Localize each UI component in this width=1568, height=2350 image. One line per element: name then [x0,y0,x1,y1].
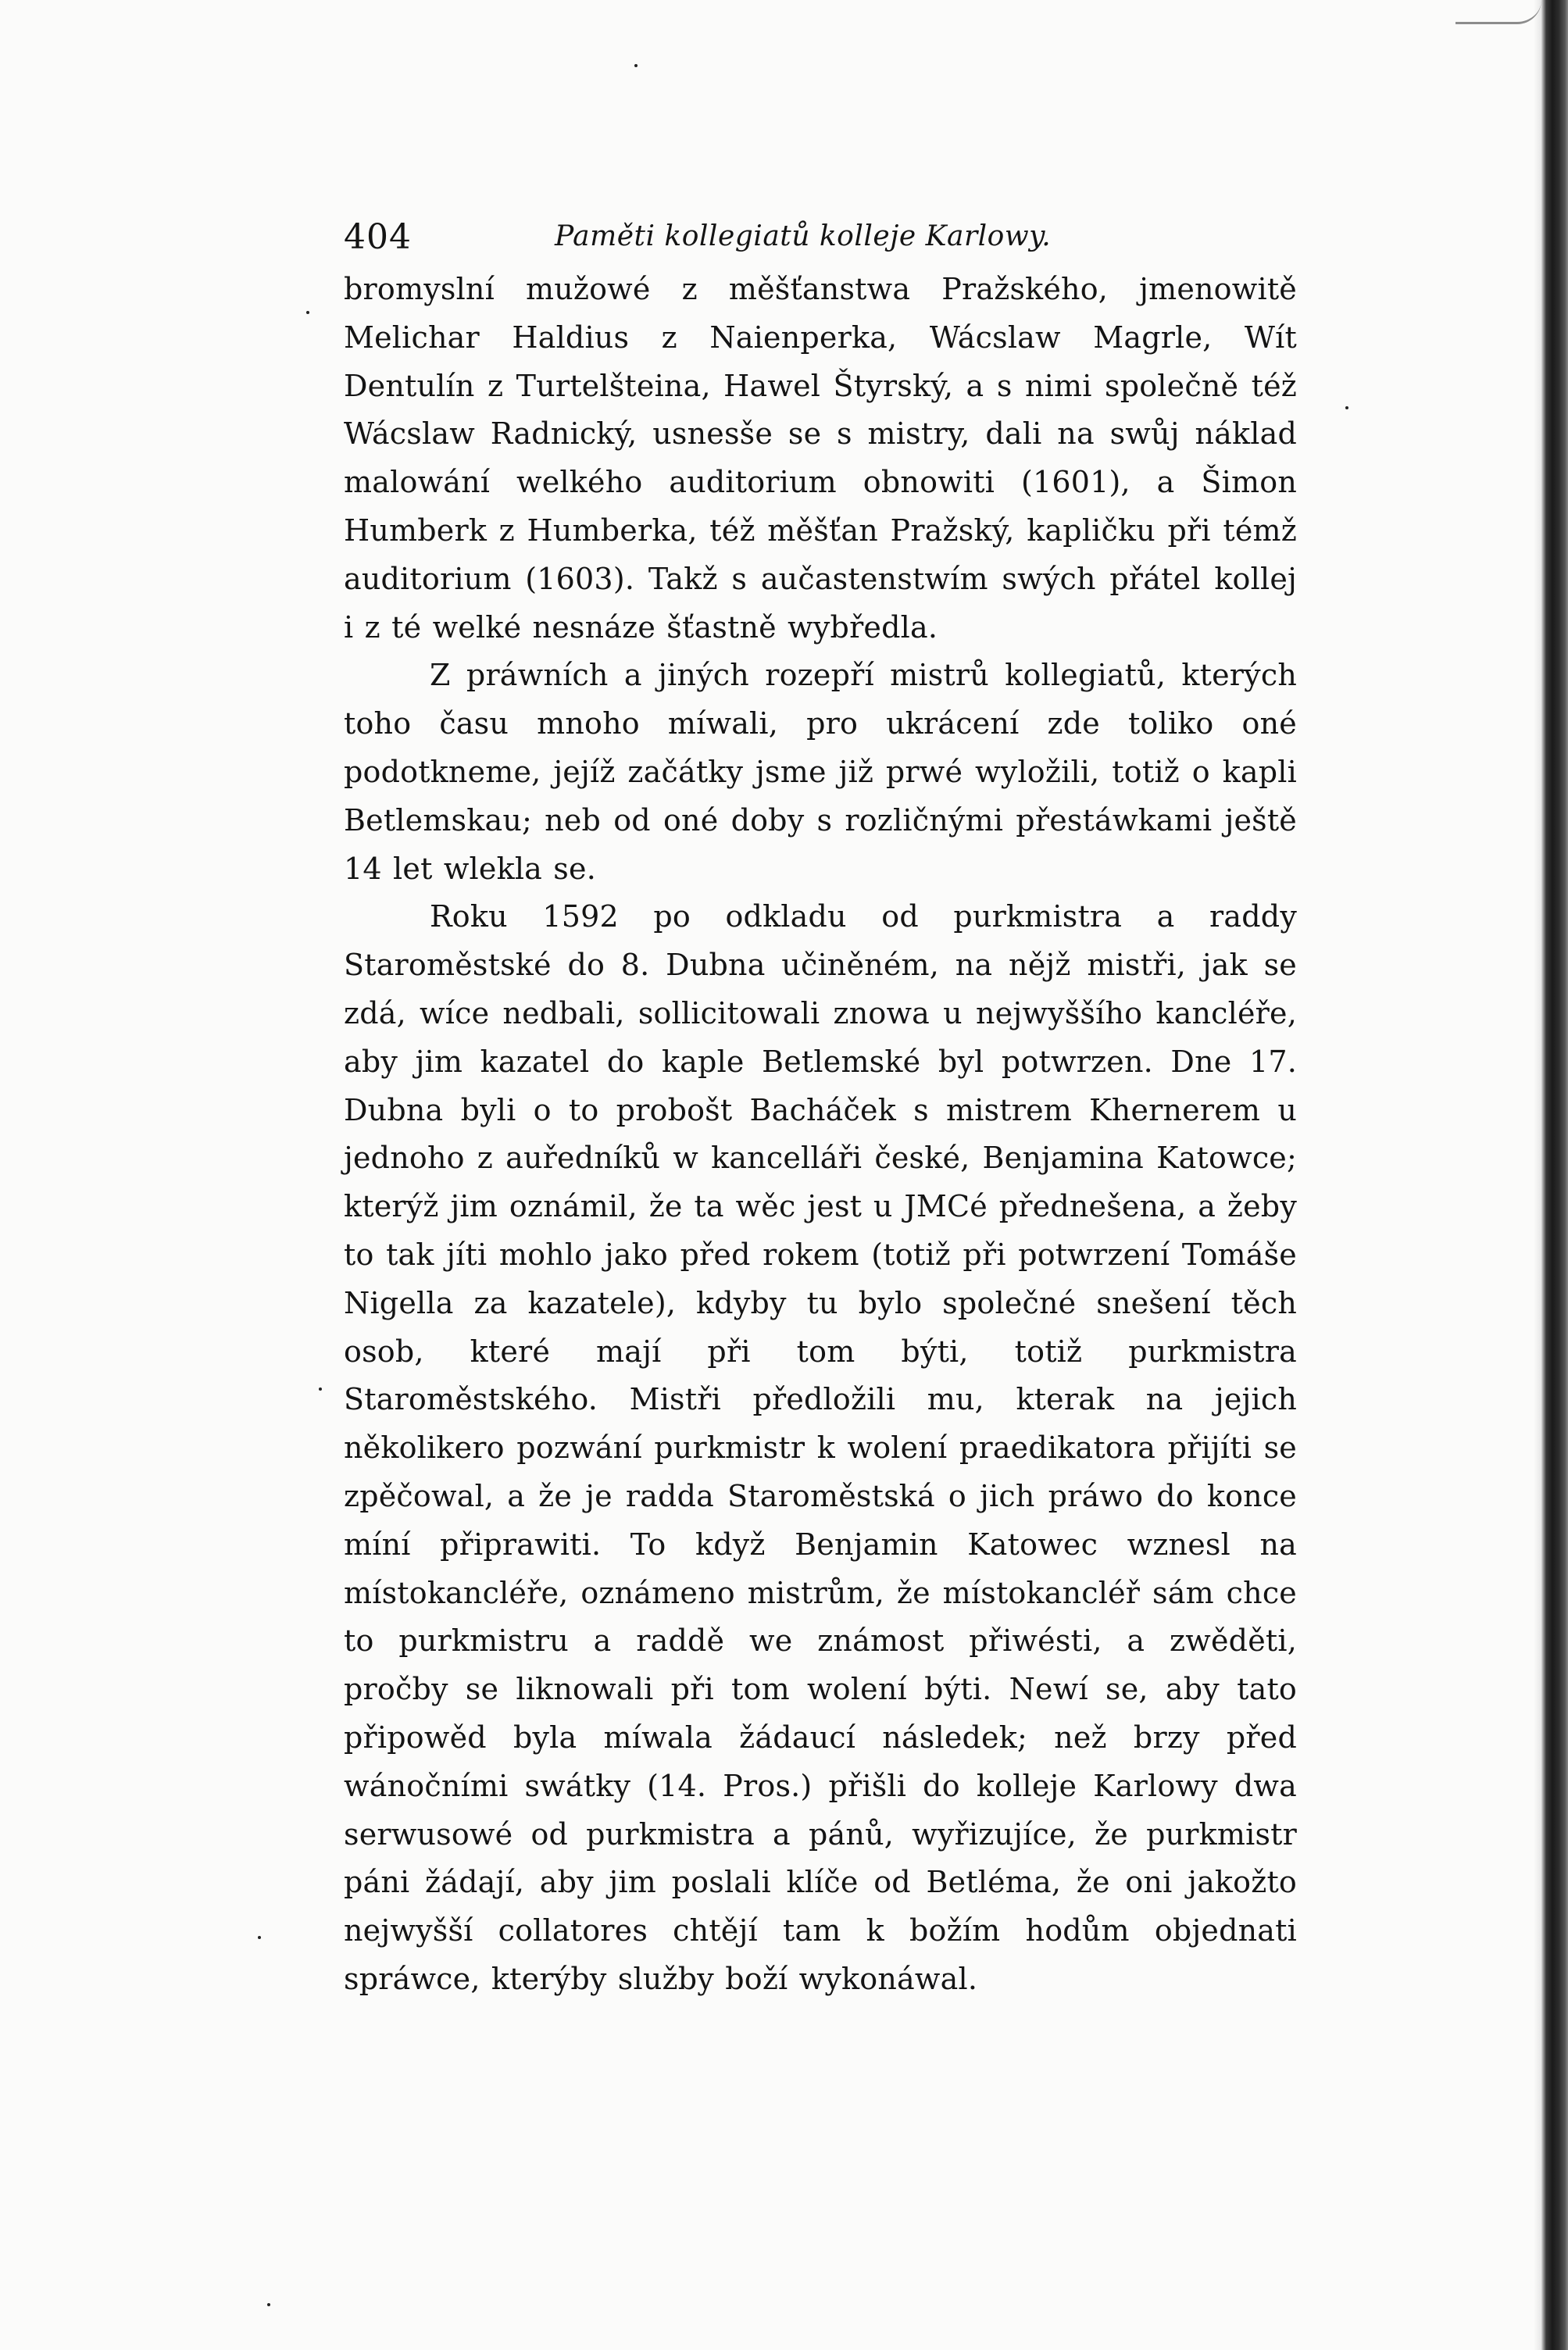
running-head-title: Paměti kollegiatů kolleje Karlowy. [555,220,1052,252]
scan-speck [258,1936,261,1939]
scan-speck [267,2303,270,2306]
paragraph: Z práwních a jiných rozepří mistrů kollegiatů, kterých toho času mnoho míwali, pro ukrácení zde toliko oné podotkneme, jejíž začátky jsme již prwé wyložili, totiž o kapli Betlemskau; neb od oné doby s rozličnými přestáwkami ještě 14 let wlekla se. [344,658,1297,886]
scan-speck [319,1388,322,1391]
page-edge-shadow [1534,0,1541,2350]
scan-speck [634,64,638,67]
scan-speck [1345,406,1348,409]
running-head [344,211,1297,266]
page-number: 404 [344,217,412,257]
page-corner-curl [1455,0,1541,24]
scan-speck [306,311,309,314]
paragraph: Roku 1592 po odkladu od purkmistra a raddy Staroměstské do 8. Dubna učiněném, na nějž mistři, jak se zdá, wíce nedbali, sollicitowali znowa u nejwyššího kancléře, aby jim kazatel do kaple Betlemské byl potwrzen. Dne 17. Dubna byli o to probošt Bacháček s mistrem Khernerem u jednoho z auředníků w kancelláři české, Benjamina Katowce; kterýž jim oznámil, že ta wěc jest u JMCé přednešena, a žeby to tak jíti mohlo jako před rokem (totiž při potwrzení Tomáše Nigella za kazatele), kdyby tu bylo společné snešení těch osob, které mají při tom býti, totiž purkmistra Staroměstského. Mistři předložili mu, kterak na jejich několikero pozwání purkmistr k wolení praedikatora přijíti se zpěčowal, a že je radda Staroměstská o jich práwo do konce míní připrawiti. To když Benjamin Katowec wznesl na místokancléře, oznámeno mistrům, že místokancléř sám chce to purkmistru a raddě we známost přiwésti, a zwěděti, pročby se liknowali při tom wolení býti. Newí se, aby tato připowěd byla míwala žádaucí následek; než brzy před wánočními swátky (14. Pros.) přišli do kolleje Karlowy dwa serwusowé od purkmistra a pánů, wyřizujíce, že purkmistr páni žádají, aby jim poslali klíče od Betléma, že oni jakožto nejwyšší collatores chtějí tam k božím hodům objednati spráwce, kterýby služby boží wykonáwal. [344,899,1297,1996]
scanner-edge [1541,0,1568,2350]
paragraph-continuation: bromyslní mužowé z měšťanstwa Pražského, jmenowitě Melichar Haldius z Naienperka, Wácslaw Magrle, Wít Dentulín z Turtelšteina, Hawel Štyrský, a s nimi společně též Wácslaw Radnický, usnesše se s mistry, dali na swůj náklad malowání welkého auditorium obnowiti (1601), a Šimon Humberk z Humberka, též měšťan Pražský, kapličku při témž auditorium (1603). Takž s aučastenstwím swých přátel kollej i z té welké nesnáze šťastně wybředla. [344,272,1297,645]
body-text [344,266,1297,2004]
book-page [344,211,1297,2004]
